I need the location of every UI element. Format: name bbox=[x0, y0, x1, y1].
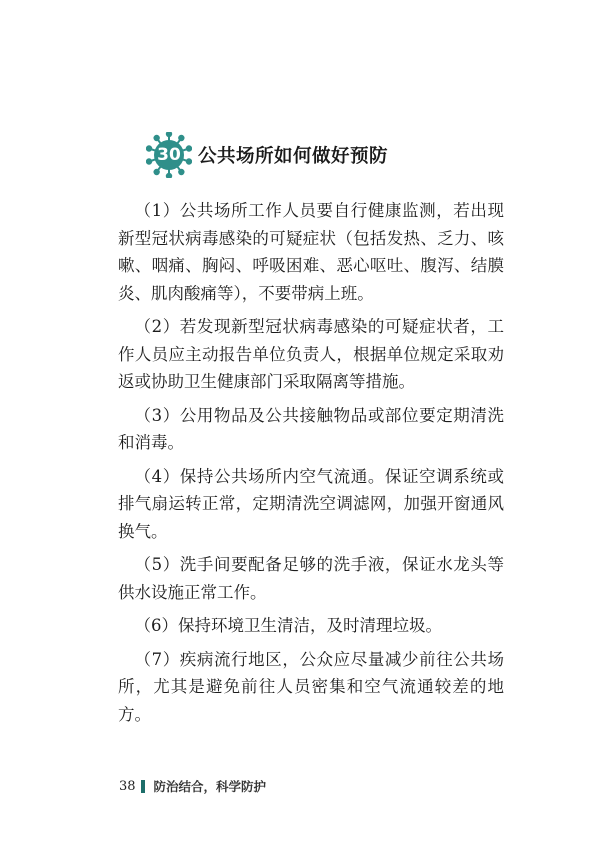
page-number: 38 bbox=[119, 778, 136, 794]
paragraph-3: （3）公用物品及公共接触物品或部位要定期清洗和消毒。 bbox=[118, 405, 504, 452]
paragraph-1: （1）公共场所工作人员要自行健康监测，若出现新型冠状病毒感染的可疑症状（包括发热、乏力、咳嗽、咽痛、胸闷、呼吸困难、恶心呕吐、腹泻、结膜炎、肌肉酸痛等），不要带病上班。 bbox=[118, 201, 504, 303]
paragraph-7: （7）疾病流行地区，公众应尽量减少前往公共场所，尤其是避免前往人员密集和空气流通较差的地方。 bbox=[118, 649, 504, 724]
virus-badge-icon bbox=[146, 132, 192, 178]
paragraph-5: （5）洗手间要配备足够的洗手液，保证水龙头等供水设施正常工作。 bbox=[118, 555, 504, 602]
section-number: 30 bbox=[157, 145, 181, 165]
footer-running-title: 防治结合，科学防护 bbox=[153, 779, 267, 794]
paragraph-4: （4）保持公共场所内空气流通。保证空调系统或排气扇运转正常，定期清洗空调滤网，加强开窗通风换气。 bbox=[118, 466, 504, 541]
page-footer bbox=[119, 777, 266, 795]
section-header bbox=[146, 131, 388, 179]
section-title: 公共场所如何做好预防 bbox=[198, 146, 389, 167]
paragraph-2: （2）若发现新型冠状病毒感染的可疑症状者，工作人员应主动报告单位负责人，根据单位规定采取劝返或协助卫生健康部门采取隔离等措施。 bbox=[118, 317, 504, 391]
body-text bbox=[118, 197, 504, 734]
paragraph-6: （6）保持环境卫生清洁，及时清理垃圾。 bbox=[134, 616, 442, 635]
footer-divider bbox=[141, 780, 145, 793]
